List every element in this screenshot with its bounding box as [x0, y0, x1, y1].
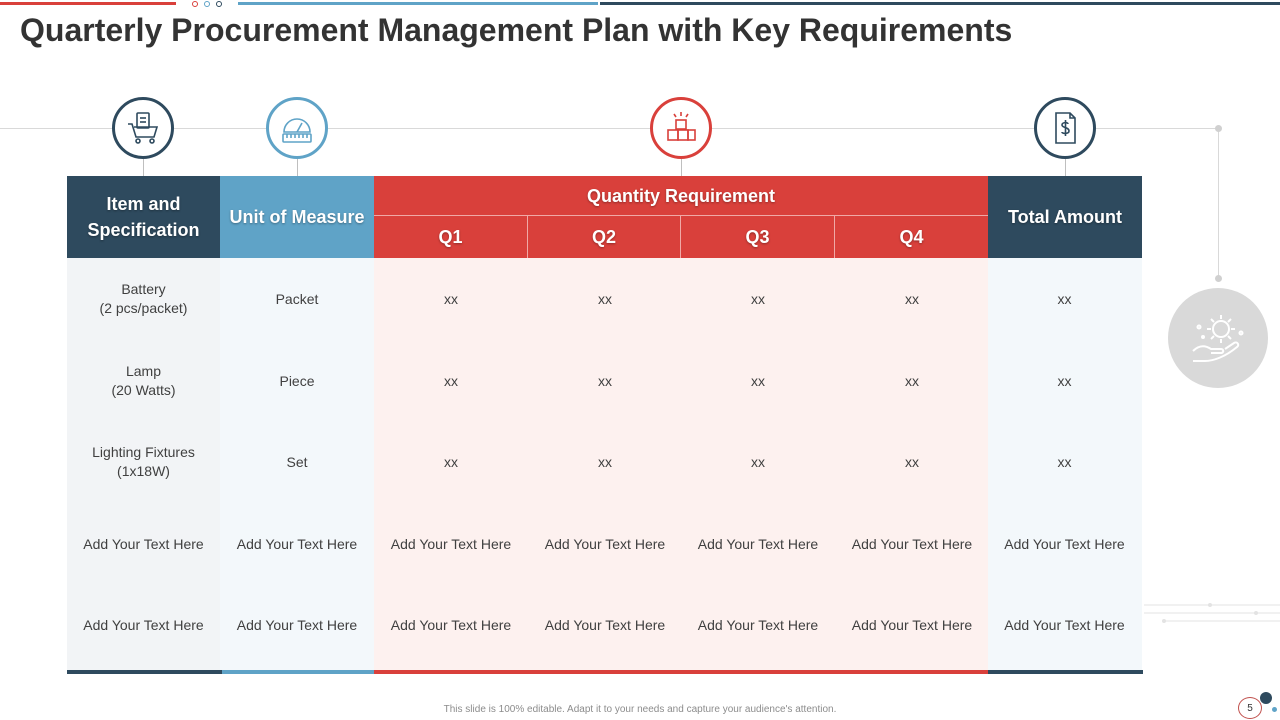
table-cell: Lamp (20 Watts) — [111, 363, 176, 398]
table-cell: Add Your Text Here — [83, 535, 204, 552]
table-cell: xx — [751, 372, 765, 389]
table-cell: xx — [905, 372, 919, 389]
icon-stem — [681, 159, 682, 176]
table-cell: xx — [598, 453, 612, 470]
gear-hand-icon — [1168, 288, 1268, 388]
header-q4: Q4 — [835, 216, 988, 258]
icon-stem — [1065, 159, 1066, 176]
table-cell: xx — [444, 453, 458, 470]
bottom-strip-navy — [67, 670, 222, 674]
decorative-lines — [1144, 603, 1280, 623]
table-cell: Add Your Text Here — [697, 535, 819, 552]
table-cell: Add Your Text Here — [544, 616, 666, 633]
bottom-strip-navy — [988, 670, 1143, 674]
table-cell: Battery (2 pcs/packet) — [99, 281, 188, 316]
footer-note: This slide is 100% editable. Adapt it to your needs and capture your audience's attention. — [443, 704, 837, 715]
table-cell: Add Your Text Here — [83, 616, 204, 633]
page-title: Quarterly Procurement Management Plan with Key Requirements — [20, 12, 1013, 48]
table-cell: Add Your Text Here — [851, 535, 973, 552]
boxes-icon — [650, 97, 712, 159]
dollar-document-icon — [1034, 97, 1096, 159]
table-cell: Add Your Text Here — [544, 535, 666, 552]
table-cell: xx — [444, 290, 458, 307]
page-number: 5 — [1238, 697, 1262, 719]
table-cell: xx — [905, 453, 919, 470]
page-dot-decor — [1272, 707, 1277, 712]
bottom-strip-blue — [222, 670, 374, 674]
table-cell: Add Your Text Here — [1004, 535, 1125, 552]
table-cell: Piece — [279, 372, 315, 389]
header-q3: Q3 — [681, 216, 835, 258]
table-cell: Add Your Text Here — [236, 616, 358, 633]
connector-line-vertical — [1218, 128, 1219, 278]
table-cell: xx — [598, 372, 612, 389]
table-cell: xx — [751, 290, 765, 307]
header-unit: Unit of Measure — [220, 176, 374, 258]
table-cell: xx — [905, 290, 919, 307]
header-total: Total Amount — [988, 176, 1142, 258]
table-cell: xx — [1057, 290, 1072, 307]
table-cell: Packet — [275, 290, 319, 307]
page-dot-decor — [1260, 692, 1272, 704]
table-cell: xx — [444, 372, 458, 389]
header-quantity: Quantity Requirement — [374, 176, 988, 216]
connector-knob — [1215, 275, 1222, 282]
shopping-cart-icon — [112, 97, 174, 159]
table-cell: Add Your Text Here — [390, 535, 512, 552]
table-cell: Add Your Text Here — [390, 616, 512, 633]
top-accent-blue — [238, 2, 598, 5]
header-item: Item and Specification — [67, 176, 220, 258]
top-accent-navy — [600, 2, 1280, 5]
icon-stem — [143, 159, 144, 176]
header-q1: Q1 — [374, 216, 528, 258]
table-cell: Add Your Text Here — [697, 616, 819, 633]
table-cell: Add Your Text Here — [1004, 616, 1125, 633]
table-cell: xx — [751, 453, 765, 470]
bottom-strip-red — [374, 670, 988, 674]
table-cell: xx — [1057, 372, 1072, 389]
connector-knob — [1215, 125, 1222, 132]
table-cell: xx — [1057, 453, 1072, 470]
measuring-scale-icon — [266, 97, 328, 159]
header-q2: Q2 — [528, 216, 681, 258]
table-cell: Lighting Fixtures (1x18W) — [92, 444, 195, 479]
top-dots — [192, 1, 222, 7]
table-cell: Add Your Text Here — [236, 535, 358, 552]
top-accent-red — [0, 2, 176, 5]
table-cell: Add Your Text Here — [851, 616, 973, 633]
table-cell: Set — [286, 453, 308, 470]
icon-stem — [297, 159, 298, 176]
table-cell: xx — [598, 290, 612, 307]
